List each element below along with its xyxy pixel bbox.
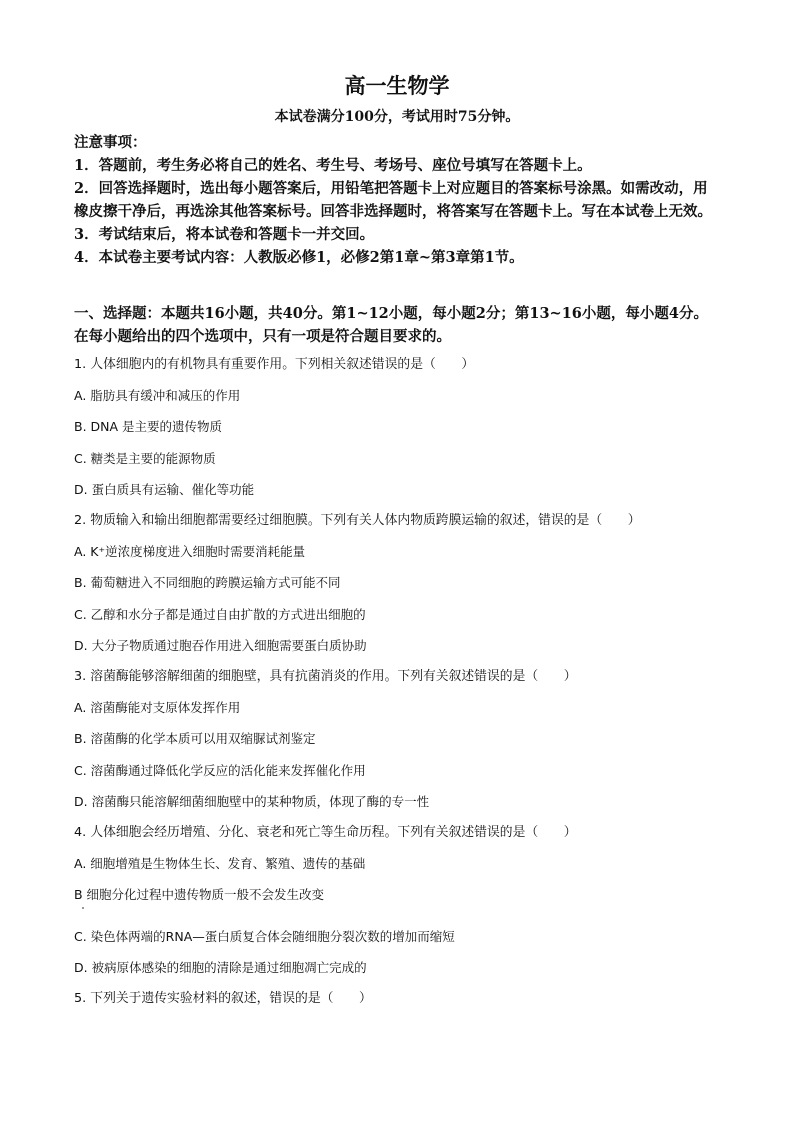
question-2-option-b: B. 葡萄糖进入不同细胞的跨膜运输方式可能不同	[74, 575, 341, 590]
question-3-option-c: C. 溶菌酶通过降低化学反应的活化能来发挥催化作用	[74, 763, 366, 778]
note-item-4: 4．本试卷主要考试内容：人教版必修1，必修2第1章~第3章第1节。	[74, 249, 524, 266]
exam-subtitle: 本试卷满分100分，考试用时75分钟。	[274, 109, 520, 125]
stray-dot	[82, 907, 84, 909]
question-3-stem: 3. 溶菌酶能够溶解细菌的细胞壁，具有抗菌消炎的作用。下列有关叙述错误的是（ ）	[74, 669, 577, 684]
notes-block	[74, 131, 720, 269]
question-3-option-b: B. 溶菌酶的化学本质可以用双缩脲试剂鉴定	[74, 731, 316, 746]
question-2-option-d: D. 大分子物质通过胞吞作用进入细胞需要蛋白质协助	[74, 638, 367, 653]
question-1-stem: 1. 人体细胞内的有机物具有重要作用。下列相关叙述错误的是（ ）	[74, 357, 475, 372]
question-2-option-a: A. K⁺逆浓度梯度进入细胞时需要消耗能量	[74, 544, 306, 559]
note-item-3: 3．考试结束后，将本试卷和答题卡一并交回。	[74, 226, 375, 243]
question-3-option-a: A. 溶菌酶能对支原体发挥作用	[74, 700, 241, 715]
question-1-option-a: A. 脂肪具有缓冲和减压的作用	[74, 388, 241, 403]
section-instructions: 一、选择题：本题共16小题，共40分。第1~12小题，每小题2分；第13~16小题，每小题4分。在每小题给出的四个选项中，只有一项是符合题目要求的。	[74, 305, 708, 345]
question-1-option-c: C. 糖类是主要的能源物质	[74, 451, 216, 466]
question-4-stem: 4. 人体细胞会经历增殖、分化、衰老和死亡等生命历程。下列有关叙述错误的是（ ）	[74, 825, 577, 840]
question-4-option-b: B 细胞分化过程中遗传物质一般不会发生改变	[74, 887, 325, 902]
question-2-stem: 2. 物质输入和输出细胞都需要经过细胞膜。下列有关人体内物质跨膜运输的叙述，错误的是（ ）	[74, 513, 641, 528]
question-4-option-d: D. 被病原体感染的细胞的清除是通过细胞凋亡完成的	[74, 960, 367, 975]
question-1-option-b: B. DNA 是主要的遗传物质	[74, 419, 223, 434]
question-3-option-d: D. 溶菌酶只能溶解细菌细胞壁中的某种物质，体现了酶的专一性	[74, 794, 430, 809]
note-item-1: 1．答题前，考生务必将自己的姓名、考生号、考场号、座位号填写在答题卡上。	[74, 157, 592, 174]
exam-title: 高一生物学	[344, 73, 450, 98]
question-5-stem: 5. 下列关于遗传实验材料的叙述，错误的是（ ）	[74, 991, 372, 1006]
notes-heading: 注意事项：	[74, 134, 147, 151]
question-4-option-a: A. 细胞增殖是生物体生长、发育、繁殖、遗传的基础	[74, 856, 366, 871]
note-item-2: 2．回答选择题时，选出每小题答案后，用铅笔把答题卡上对应题目的答案标号涂黑。如需改动，用橡皮擦干净后，再选涂其他答案标号。回答非选择题时，将答案写在答题卡上。写在本试卷上无效。	[74, 180, 712, 220]
question-4-option-c: C. 染色体两端的RNA—蛋白质复合体会随细胞分裂次数的增加而缩短	[74, 929, 455, 944]
question-2-option-c: C. 乙醇和水分子都是通过自由扩散的方式进出细胞的	[74, 607, 366, 622]
question-1-option-d: D. 蛋白质具有运输、催化等功能	[74, 482, 255, 497]
